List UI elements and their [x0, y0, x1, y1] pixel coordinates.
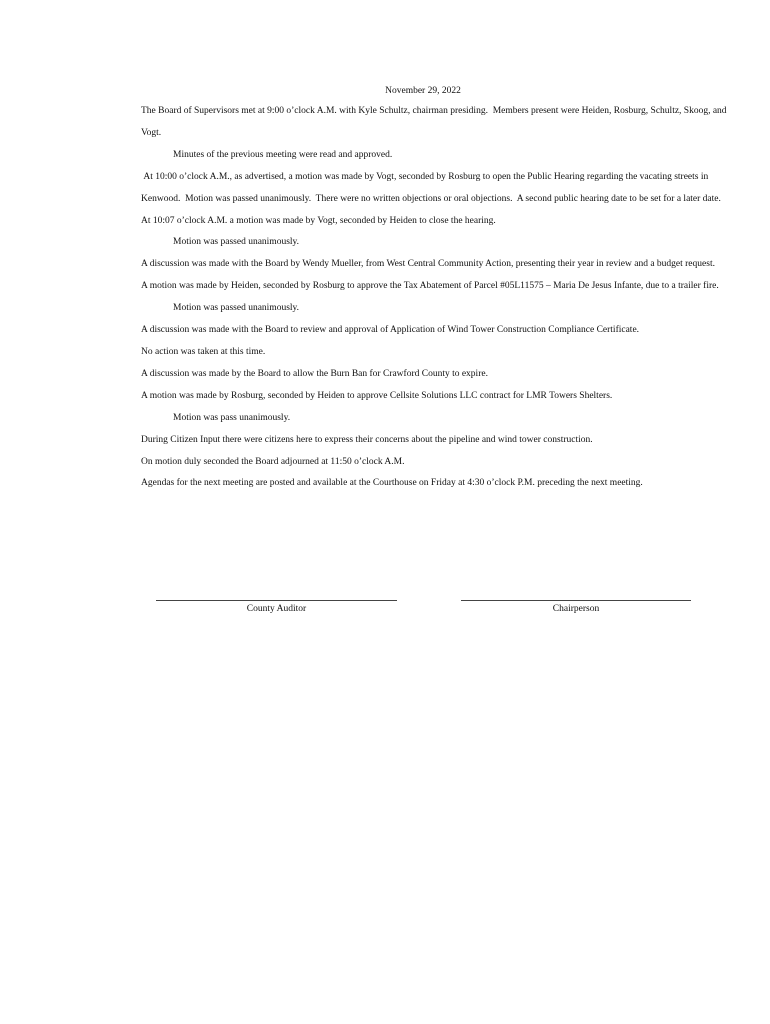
paragraph-no-action: No action was taken at this time. [141, 346, 266, 357]
paragraph-motion-passed: Motion was pass unanimously. [173, 412, 291, 423]
paragraph-call-to-order: The Board of Supervisors met at 9:00 o’clock A.M. with Kyle Schultz, chairman presiding. Members present were Heiden, Rosburg, Schultz, Skoog, and Vogt. [141, 106, 729, 138]
chair-signature-block [461, 600, 691, 615]
auditor-signature-label: County Auditor [246, 604, 307, 614]
paragraph-agendas: Agendas for the next meeting are posted and available at the Courthouse on Friday at 4:30 o’clock P.M. preceding the next meeting. [141, 478, 643, 489]
paragraph-wind-tower: A discussion was made with the Board to review and approval of Application of Wind Tower Construction Compliance Certificate. [141, 325, 640, 336]
paragraph-cellsite-contract: A motion was made by Rosburg, seconded by Heiden to approve Cellsite Solutions LLC contract for LMR Towers Shelters. [141, 390, 613, 401]
paragraph-adjourned: On motion duly seconded the Board adjourned at 11:50 o’clock A.M. [141, 456, 405, 467]
paragraph-tax-abatement: A motion was made by Heiden, seconded by Rosburg to approve the Tax Abatement of Parcel #05L11575 – Maria De Jesus Infante, due to a trailer fire. [141, 281, 719, 292]
paragraph-public-hearing: At 10:00 o’clock A.M., as advertised, a motion was made by Vogt, seconded by Rosburg to open the Public Hearing regarding the vacating streets in Kenwood. Motion was passed unanimously. There were no written objections or oral objections. A second public hearing date to be set for a later date. At 10:07 o’clock A.M. a motion was made by Vogt, seconded by Heiden to close the hearing. [141, 171, 726, 226]
meeting-date: November 29, 2022 [385, 86, 461, 96]
paragraph-motion-passed: Motion was passed unanimously. [173, 303, 300, 314]
chair-signature-line [461, 600, 691, 601]
paragraph-community-action: A discussion was made with the Board by Wendy Mueller, from West Central Community Action, presenting their year in review and a budget request. [141, 259, 715, 270]
paragraph-citizen-input: During Citizen Input there were citizens here to express their concerns about the pipeline and wind tower construction. [141, 434, 593, 445]
auditor-signature-block [156, 600, 397, 615]
minutes-body [141, 101, 731, 495]
paragraph-minutes-approved: Minutes of the previous meeting were read and approved. [173, 149, 393, 160]
paragraph-burn-ban: A discussion was made by the Board to allow the Burn Ban for Crawford County to expire. [141, 368, 488, 379]
paragraph-motion-passed: Motion was passed unanimously. [173, 237, 300, 248]
auditor-signature-line [156, 600, 397, 601]
chair-signature-label: Chairperson [552, 604, 600, 614]
